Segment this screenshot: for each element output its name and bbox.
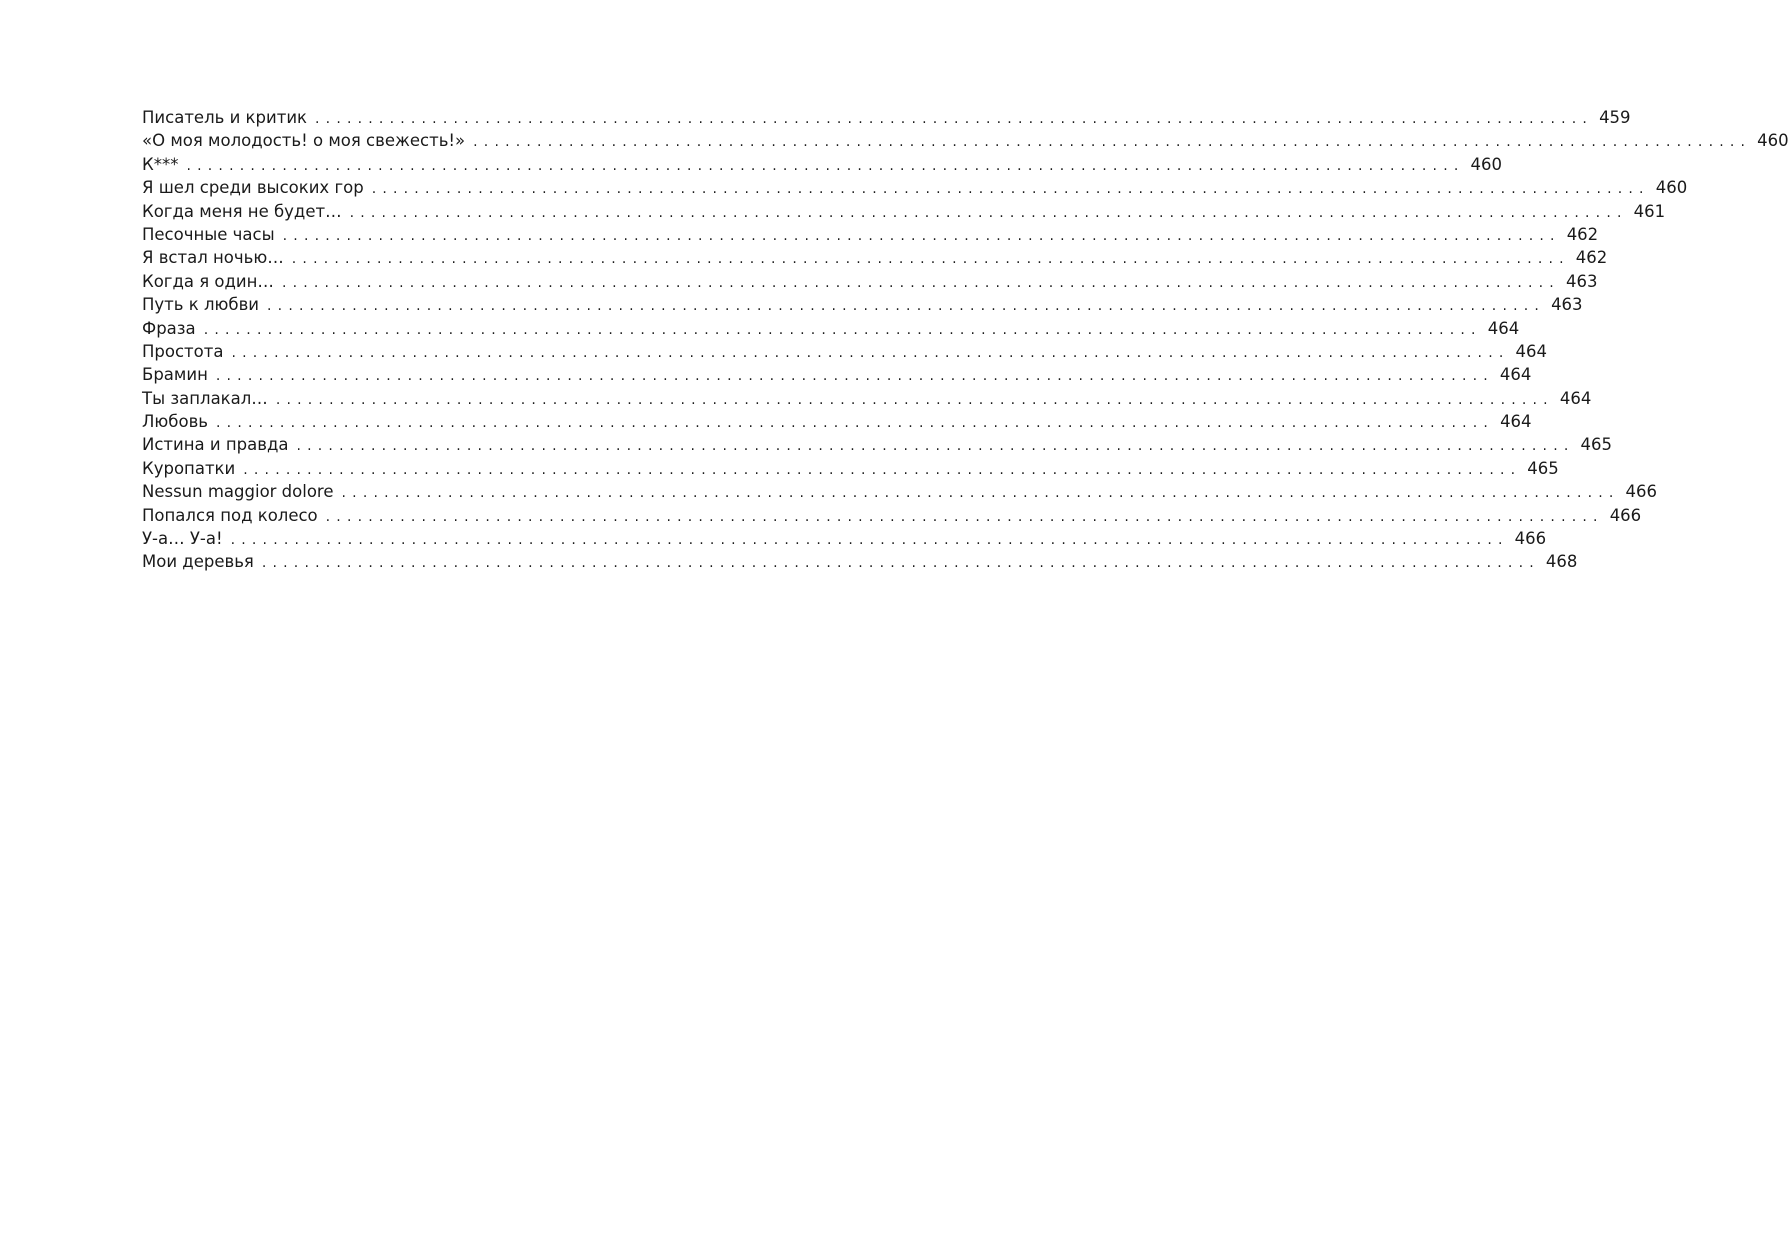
dot-leader: ........................................................................................................................ [296, 438, 1575, 455]
toc-entry [142, 527, 1547, 550]
toc-entry-title: Любовь [142, 412, 209, 432]
dot-leader: ........................................................................................................................ [275, 391, 1554, 408]
dot-leader: ........................................................................................................................ [341, 485, 1620, 502]
dot-leader: ........................................................................................................................ [315, 111, 1594, 127]
toc-entry-title: Ты заплакал… [142, 388, 268, 408]
toc-entry-title: Истина и правда [142, 435, 289, 455]
toc-entry-title: Песочные часы [142, 224, 275, 244]
toc-entry-page: 466 [1514, 529, 1547, 549]
dot-leader: ........................................................................................................................ [291, 251, 1570, 268]
dot-leader: ........................................................................................................................ [282, 227, 1561, 244]
toc-entry [142, 129, 1789, 152]
dot-leader: ........................................................................................................................ [473, 134, 1752, 151]
dot-leader: ........................................................................................................................ [371, 181, 1650, 198]
toc-entry-title: Мои деревья [142, 552, 254, 572]
toc-entry [142, 480, 1658, 503]
dot-leader: ........................................................................................................................ [281, 274, 1560, 291]
toc-entry-title: Попался под колесо [142, 505, 318, 525]
toc-entry-title: Брамин [142, 365, 208, 385]
toc-entry [142, 504, 1642, 527]
table-of-contents [142, 106, 1789, 574]
toc-entry-title: Когда я один… [142, 271, 274, 291]
toc-entry [142, 317, 1520, 340]
toc-entry [142, 246, 1608, 269]
toc-entry-title: Фраза [142, 318, 196, 338]
dot-leader: ........................................................................................................................ [261, 555, 1540, 572]
toc-entry [142, 550, 1578, 573]
toc-entry [142, 387, 1592, 410]
dot-leader: ........................................................................................................................ [243, 461, 1522, 478]
dot-leader: ........................................................................................................................ [325, 508, 1604, 525]
toc-entry [142, 176, 1688, 199]
toc-entry [142, 293, 1583, 316]
toc-entry-page: 462 [1566, 224, 1599, 244]
toc-entry-title: Простота [142, 341, 224, 361]
toc-entry [142, 363, 1532, 386]
toc-entry-page: 463 [1565, 271, 1598, 291]
toc-entry-page: 461 [1633, 201, 1666, 221]
toc-entry-title: Я встал ночью… [142, 248, 284, 268]
toc-entry [142, 153, 1502, 176]
toc-entry-page: 464 [1515, 341, 1548, 361]
toc-entry [142, 270, 1598, 293]
toc-entry-title: «О моя молодость! о моя свежесть!» [142, 131, 466, 151]
toc-entry-page: 460 [1655, 178, 1688, 198]
toc-entry-title: Я шел среди высоких гор [142, 178, 364, 198]
dot-leader: ........................................................................................................................ [186, 157, 1465, 174]
toc-entry-page: 465 [1580, 435, 1613, 455]
dot-leader: ........................................................................................................................ [216, 415, 1495, 432]
dot-leader: ........................................................................................................................ [215, 368, 1494, 385]
toc-entry-page: 468 [1545, 552, 1578, 572]
toc-entry-title: К*** [142, 154, 179, 174]
toc-entry-title: У-а… У-а! [142, 529, 223, 549]
dot-leader: ........................................................................................................................ [267, 298, 1546, 315]
toc-entry-title: Когда меня не будет… [142, 201, 342, 221]
toc-entry-page: 466 [1609, 505, 1642, 525]
toc-entry-title: Путь к любви [142, 295, 260, 315]
toc-entry [142, 200, 1666, 223]
toc-entry [142, 106, 1631, 129]
toc-entry-page: 464 [1487, 318, 1520, 338]
toc-entry-page: 464 [1500, 412, 1532, 432]
toc-entry-title: Куропатки [142, 458, 236, 478]
toc-entry-page: 462 [1575, 248, 1608, 268]
toc-entry [142, 433, 1613, 456]
dot-leader: ........................................................................................................................ [231, 344, 1510, 361]
toc-entry [142, 457, 1559, 480]
toc-entry-page: 459 [1599, 108, 1631, 127]
toc-entry-page: 464 [1559, 388, 1592, 408]
dot-leader: ........................................................................................................................ [230, 532, 1509, 549]
dot-leader: ........................................................................................................................ [203, 321, 1482, 338]
toc-entry-page: 460 [1757, 131, 1789, 151]
toc-entry [142, 223, 1599, 246]
toc-entry-page: 466 [1625, 482, 1658, 502]
toc-entry [142, 340, 1548, 363]
toc-entry-page: 465 [1527, 458, 1559, 478]
toc-entry-page: 464 [1499, 365, 1532, 385]
toc-entry-page: 463 [1551, 295, 1583, 315]
dot-leader: ........................................................................................................................ [349, 204, 1628, 221]
toc-entry-title: Nessun maggior dolore [142, 482, 334, 502]
toc-entry-title: Писатель и критик [142, 108, 308, 127]
toc-entry-page: 460 [1470, 154, 1502, 174]
toc-entry [142, 410, 1532, 433]
